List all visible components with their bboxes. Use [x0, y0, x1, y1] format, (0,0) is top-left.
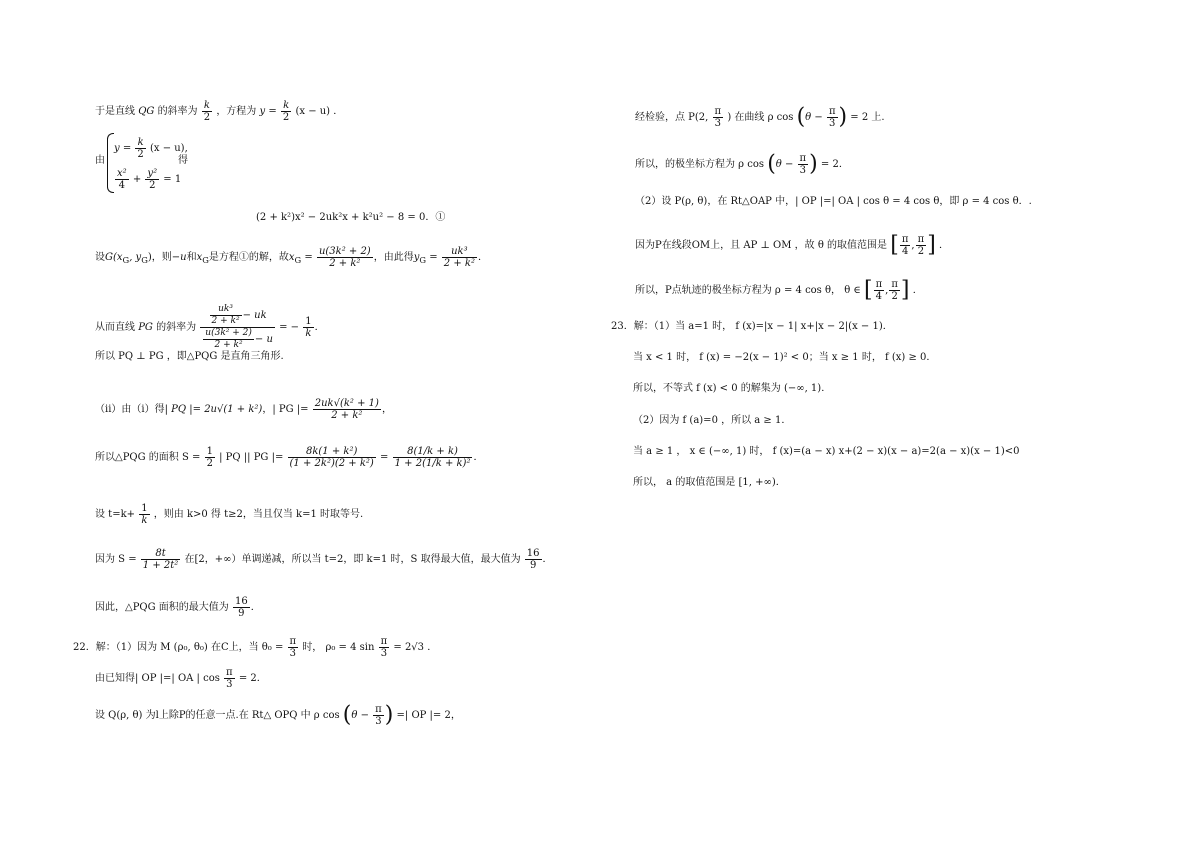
system-brace [107, 133, 114, 193]
q23-part2-detail: 当 a ≥ 1 ， x ∈ (−∞, 1) 时， f (x)=(a − x) x+(2 − x)(x − a)=2(a − x)(x − 1)<0 [633, 446, 1020, 457]
r-part2-setup: （2）设 P(ρ, θ)，在 Rt△OAP 中，| OP |=| OA | cos θ = 4 cos θ，即 ρ = 4 cos θ．. [635, 196, 1032, 207]
line-pq-pg-lengths: （ii）由（i）得| PQ |= 2u√(1 + k²)，| PG |= $\frac{\text{2uk√(k² + 1)}}{\text{2 + k²}}$ ， [95, 398, 392, 421]
line-qg-slope: 于是直线 QG 的斜率为 $\frac{k}{2}$ ，方程为 y = $\frac{k}{2}$ (x − u) ． [95, 100, 344, 123]
q23-cases: 当 x < 1 时， f (x) = −2(x − 1)² < 0；当 x ≥ 1 时， f (x) ≥ 0． [633, 352, 937, 363]
line-g-coords: 设$G(x_G$, $y_G$)，则−u和$x_G$是方程①的解，故$x_G$ = $\frac{\text{u(3k² + 2)}}{\text{2 + k²}}$ ，由此得$y_G$ = $\frac{\text{uk³}}{\text{2 + k²}}$ ． [95, 246, 488, 269]
r-trajectory: 所以，P点轨迹的极坐标方程为 ρ = 4 cos θ， θ ∈ [ $\frac{\pi}{4}$ , $\frac{\pi}{2}$ ] ． [635, 277, 923, 303]
line-substitute-t: 设 t=k+ $\frac{1}{k}$ ，则由 k>0 得 t≥2，当且仅当 k=1 时取等号. [95, 503, 364, 526]
q23-range: 所以， a 的取值范围是 [1, +∞)． [633, 477, 786, 488]
line-pg-slope: 从而直线 PG 的斜率为 $\frac{\text{uk³}}{\text{2 + k²}}$ − uk $\frac{\text{u(3k² + 2)}}{\text{2 + k²}}$ − u = − $\frac{1}{k}$ ． [95, 304, 325, 350]
q22-point-q: 设 Q(ρ, θ) 为l上除P的任意一点.在 Rt△ OPQ 中 ρ cos (θ − $\frac{\pi}{3}$ ) =| OP |= 2， [95, 702, 461, 728]
q22-intro: 22．解：（1）因为 M (ρ₀, θ₀) 在C上，当 θ₀ = $\frac{\pi}{3}$ 时， ρ₀ = 4 sin $\frac{\pi}{3}$ = 2√3 ． [73, 636, 438, 659]
system-suffix: 得 [178, 155, 188, 166]
line-monotonic: 因为 S = $\frac{8t}{\text{1 + 2t²}}$ 在[2，+∞）单调递减，所以当 t=2，即 k=1 时，S 取得最大值，最大值为 $\frac{16}{9}$ ． [95, 548, 553, 571]
r-check-point: 经检验，点 P(2, $\frac{\pi}{3}$ ) 在曲线 ρ cos (θ − $\frac{\pi}{3}$ ) = 2 上. [635, 104, 885, 130]
equation-1: (2 + k²)x² − 2uk²x + k²u² − 8 = 0．① [256, 212, 446, 223]
r-theta-range: 因为P在线段OM上，且 AP ⊥ OM ，故 θ 的取值范围是 [ $\frac{\pi}{4}$ , $\frac{\pi}{2}$ ] ． [635, 232, 949, 258]
q23-solution-set: 所以，不等式 f (x) < 0 的解集为 (−∞, 1)． [633, 383, 832, 394]
line-area-s: 所以△PQG 的面积 S = $\frac{1}{2}$ | PQ || PG |= $\frac{\text{8k(1 + k²)}}{\text{(1 + 2k²)(2 + k²)}}$ = $\frac{8(1/k + k)}{\text{1 + 2(1/k + k)²}}$ ． [95, 446, 484, 469]
q23-part2: （2）因为 f (a)=0 ，所以 a ≥ 1． [633, 415, 792, 426]
line-area-max: 因此，△PQG 面积的最大值为 $\frac{16}{9}$ ． [95, 596, 261, 619]
system-line-2: $\frac{\text{x²}}{4}$ + $\frac{\text{y²}}{2}$ = 1 [117, 168, 182, 191]
q23-intro: 23．解：（1）当 a=1 时， f (x)=|x − 1| x+|x − 2|(x − 1)． [611, 321, 893, 332]
q22-op-length: 由已知得| OP |=| OA | cos $\frac{\pi}{3}$ = 2． [95, 667, 267, 690]
system-line-1: y = $\frac{k}{2}$ (x − u), [114, 137, 188, 160]
system-prefix: 由 [95, 155, 105, 166]
line-pq-perp: 所以 PQ ⊥ PG ，即△PQG 是直角三角形. [95, 351, 284, 362]
r-polar-equation: 所以，的极坐标方程为 ρ cos (θ − $\frac{\pi}{3}$ ) = 2． [635, 151, 849, 177]
